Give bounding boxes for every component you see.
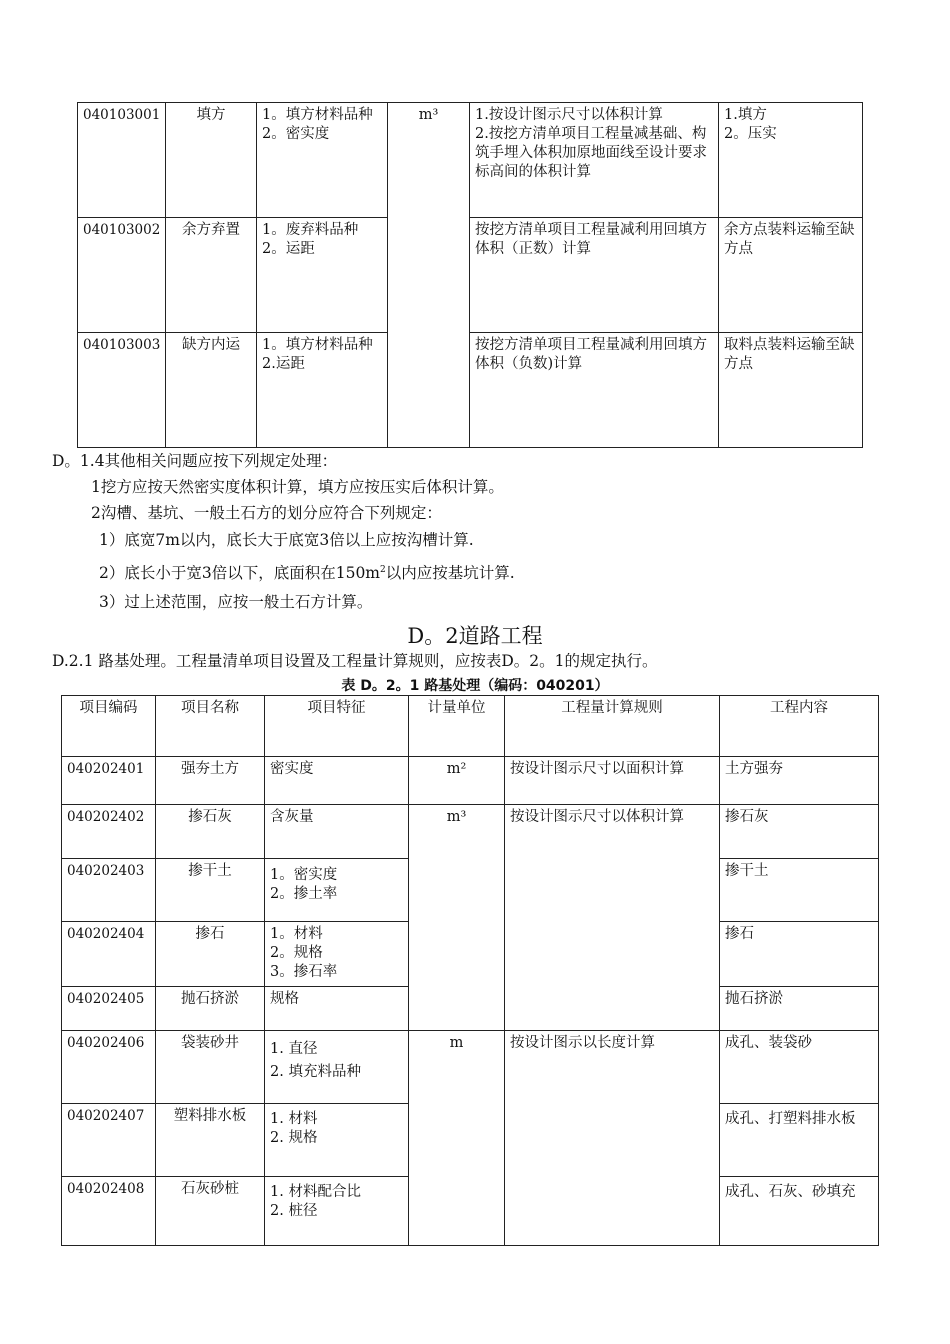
- col-header-content: 工程内容: [720, 696, 879, 757]
- item-name: 抛石挤淤: [156, 987, 265, 1031]
- subgrade-treatment-table: [61, 695, 879, 1246]
- item-name: 掺石灰: [156, 805, 265, 859]
- work-content: 土方强夯: [720, 757, 879, 805]
- unit-m3: m³: [446, 809, 467, 825]
- superscript: 2: [380, 564, 386, 575]
- item-name: 掺石: [156, 922, 265, 987]
- header-row: [62, 696, 879, 757]
- calc-rule: 按挖方清单项目工程量减利用回填方体积（正数）计算: [470, 218, 719, 333]
- item-features: 1. 直径 2. 填充料品种: [265, 1031, 409, 1104]
- work-content: 成孔、石灰、砂填充: [720, 1177, 879, 1246]
- work-content: 成孔、装袋砂: [720, 1031, 879, 1104]
- item-code: 040202401: [62, 757, 156, 805]
- item-code: 040103001: [78, 103, 166, 218]
- item-name: 塑料排水板: [156, 1104, 265, 1177]
- item-name: 石灰砂桩: [156, 1177, 265, 1246]
- item-features: 1。材料 2。规格 3。掺石率: [265, 922, 409, 987]
- note-sub-2-text-end: 以内应按基坑计算.: [385, 564, 515, 582]
- col-header-unit: 计量单位: [409, 696, 505, 757]
- work-content: 掺石: [720, 922, 879, 987]
- calc-rule: 按设计图示尺寸以体积计算: [505, 805, 720, 1031]
- work-content: 掺干土: [720, 859, 879, 922]
- item-features: 含灰量: [265, 805, 409, 859]
- col-header-name: 项目名称: [156, 696, 265, 757]
- notes-heading: D。1.4其他相关问题应按下列规定处理：: [52, 452, 338, 470]
- work-content: 成孔、打塑料排水板: [720, 1104, 879, 1177]
- section-title: D。2道路工程: [407, 624, 543, 648]
- item-features: 1。填方材料品种 2.运距: [257, 333, 388, 448]
- item-code: 040202404: [62, 922, 156, 987]
- table-row: [62, 1031, 879, 1104]
- item-name: 填方: [166, 103, 257, 218]
- table-row: [62, 805, 879, 859]
- item-features: 1. 材料配合比 2. 桩径: [265, 1177, 409, 1246]
- work-content: 抛石挤淤: [720, 987, 879, 1031]
- item-features: 规格: [265, 987, 409, 1031]
- item-code: 040202402: [62, 805, 156, 859]
- note-item-1: 1挖方应按天然密实度体积计算，填方应按压实后体积计算。: [91, 478, 504, 496]
- item-code: 040202407: [62, 1104, 156, 1177]
- item-name: 余方弃置: [166, 218, 257, 333]
- col-header-rule: 工程量计算规则: [505, 696, 720, 757]
- unit-cell: [388, 103, 470, 448]
- item-code: 040202405: [62, 987, 156, 1031]
- item-name: 掺干土: [156, 859, 265, 922]
- item-features: 1。填方材料品种 2。密实度: [257, 103, 388, 218]
- work-content: 取料点装料运输至缺方点: [719, 333, 863, 448]
- item-code: 040103003: [78, 333, 166, 448]
- item-code: 040103002: [78, 218, 166, 333]
- unit-m3: m³: [418, 107, 439, 123]
- calc-rule: 1.按设计图示尺寸以体积计算 2.按挖方清单项目工程量减基础、构筑手埋入体积加原地面线至设计要求标高间的体积计算: [470, 103, 719, 218]
- work-content: 1.填方 2。压实: [719, 103, 863, 218]
- note-sub-2: [99, 561, 515, 583]
- calc-rule: 按设计图示尺寸以面积计算: [505, 757, 720, 805]
- work-content: 余方点装料运输至缺方点: [719, 218, 863, 333]
- item-name: 缺方内运: [166, 333, 257, 448]
- note-sub-3: 3）过上述范围，应按一般土石方计算。: [99, 593, 373, 611]
- item-code: 040202403: [62, 859, 156, 922]
- note-sub-2-text: 2）底长小于宽3倍以下，底面积在150m: [99, 564, 381, 582]
- table-caption: 表 D。2。1 路基处理（编码：040201）: [341, 678, 609, 694]
- unit-m: m: [449, 1035, 464, 1051]
- item-features: 1. 材料 2. 规格: [265, 1104, 409, 1177]
- section-intro: D.2.1 路基处理。工程量清单项目设置及工程量计算规则，应按表D。2。1的规定执行。: [52, 652, 658, 670]
- item-code: 040202408: [62, 1177, 156, 1246]
- unit-cell: [409, 757, 505, 805]
- col-header-features: 项目特征: [265, 696, 409, 757]
- table-row: [62, 757, 879, 805]
- calc-rule: 按挖方清单项目工程量减利用回填方体积（负数)计算: [470, 333, 719, 448]
- work-content: 掺石灰: [720, 805, 879, 859]
- item-features: 密实度: [265, 757, 409, 805]
- table-row: [78, 218, 863, 333]
- table-row: [78, 103, 863, 218]
- calc-rule: 按设计图示以长度计算: [505, 1031, 720, 1246]
- item-features: 1。废弃料品种 2。运距: [257, 218, 388, 333]
- note-item-2: 2沟槽、基坑、一般土石方的划分应符合下列规定：: [91, 504, 442, 522]
- unit-cell: [409, 805, 505, 1031]
- note-sub-1: 1）底宽7m以内，底长大于底宽3倍以上应按沟槽计算.: [99, 531, 474, 549]
- item-name: 袋装砂井: [156, 1031, 265, 1104]
- unit-m2: m²: [446, 761, 467, 777]
- earthwork-table: [77, 102, 863, 448]
- item-name: 强夯土方: [156, 757, 265, 805]
- item-features: 1。密实度 2。掺土率: [265, 859, 409, 922]
- col-header-code: 项目编码: [62, 696, 156, 757]
- item-code: 040202406: [62, 1031, 156, 1104]
- table-row: [78, 333, 863, 448]
- unit-cell: [409, 1031, 505, 1246]
